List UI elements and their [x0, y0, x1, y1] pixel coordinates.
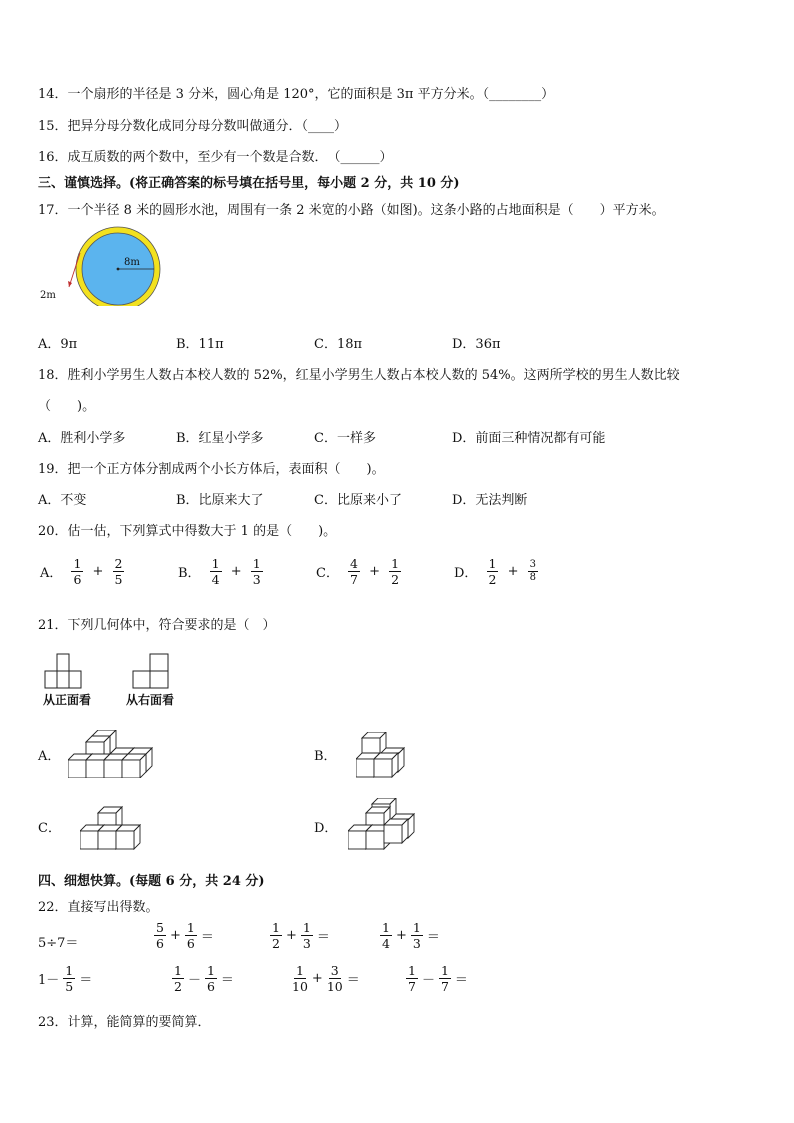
question-21: 21．下列几何体中，符合要求的是（ ） [38, 618, 276, 633]
denominator: 2 [391, 572, 400, 587]
q21-option-c-figure [80, 804, 146, 850]
denominator: 4 [211, 572, 220, 587]
denominator: 6 [156, 936, 164, 951]
numerator: 1 [174, 963, 182, 978]
option-label: B． [178, 566, 201, 581]
denominator: 8 [529, 572, 536, 583]
numerator: 1 [206, 963, 215, 978]
calc-item-2 [152, 920, 216, 951]
q21-option-a-figure [68, 730, 158, 778]
operator: + [285, 928, 297, 943]
denominator: 7 [408, 979, 416, 994]
option-label: A． [40, 566, 63, 581]
equals: ＝ [426, 930, 440, 945]
q20-option-a [38, 556, 126, 587]
question-16: 16．成互质数的两个数中，至少有一个数是合数． （______） [38, 150, 393, 165]
numerator: 1 [65, 963, 74, 978]
numerator: 1 [252, 556, 261, 571]
numerator: 1 [412, 920, 421, 935]
q18-option-b: B．红星小学多 [176, 431, 264, 446]
operator: + [507, 564, 519, 579]
numerator: 1 [186, 920, 195, 935]
numerator: 1 [391, 556, 400, 571]
question-18-line-2: （ )。 [38, 399, 96, 414]
section-3-heading: 三、谨慎选择。(将正确答案的标号填在括号里，每小题 2 分，共 10 分) [38, 176, 460, 191]
right-view-figure [132, 653, 170, 689]
calc-item-3 [268, 920, 332, 951]
denominator: 7 [440, 979, 449, 994]
denominator: 2 [174, 979, 182, 994]
denominator: 10 [292, 979, 308, 994]
denominator: 6 [206, 979, 215, 994]
q17-option-d: D．36π [452, 337, 501, 352]
equals: ＝ [346, 973, 360, 988]
front-view-caption: 从正面看 [43, 693, 92, 707]
q17-option-c: C．18π [314, 337, 363, 352]
operator: － [421, 973, 435, 988]
operator: + [230, 564, 242, 579]
q18-option-c: C．一样多 [314, 431, 376, 446]
question-15: 15．把异分母分数化成同分母分数叫做通分．（____） [38, 119, 348, 134]
calc-item-4 [378, 920, 442, 951]
numerator: 1 [382, 920, 390, 935]
denominator: 3 [412, 936, 421, 951]
denominator: 4 [382, 936, 390, 951]
option-label: D． [454, 566, 478, 581]
q21-option-d-figure [348, 798, 418, 850]
width-arrow-head [68, 281, 72, 287]
numerator: 3 [330, 963, 339, 978]
q20-option-c [314, 556, 403, 587]
denominator: 6 [73, 572, 82, 587]
q18-option-a: A．胜利小学多 [38, 431, 126, 446]
q20-option-b [176, 556, 265, 587]
q20-option-d [452, 556, 540, 587]
calc-item-8 [404, 963, 470, 994]
numerator: 1 [295, 963, 304, 978]
equals: ＝ [200, 930, 214, 945]
numerator: 1 [488, 556, 497, 571]
front-view-figure [44, 653, 82, 689]
denominator: 5 [114, 572, 123, 587]
numerator: 5 [156, 920, 164, 935]
operator: + [92, 564, 104, 579]
q17-option-a: A．9π [38, 337, 78, 352]
operator: + [369, 564, 380, 579]
q21-option-d-label: D． [314, 821, 338, 836]
q21-option-b-label: B． [314, 749, 337, 764]
equals: ＝ [79, 973, 93, 988]
center-point [117, 268, 120, 271]
question-19: 19．把一个正方体分割成两个小长方体后，表面积（ )。 [38, 462, 385, 477]
q19-option-a: A．不变 [38, 493, 87, 508]
right-view-caption: 从右面看 [126, 693, 175, 707]
numerator: 4 [350, 556, 358, 571]
denominator: 3 [302, 936, 311, 951]
calc-item-5 [36, 963, 94, 994]
calc-item-6 [170, 963, 236, 994]
operator: + [169, 928, 181, 943]
operator: + [395, 928, 407, 943]
numerator: 3 [529, 559, 536, 570]
q19-option-c: C．比原来小了 [314, 493, 402, 508]
denominator: 10 [326, 979, 343, 994]
equals: ＝ [316, 930, 330, 945]
equals: ＝ [220, 973, 234, 988]
radius-label: 8m [124, 257, 140, 268]
lead-term: 1－ [38, 973, 60, 988]
q19-option-d: D．无法判断 [452, 493, 528, 508]
q21-option-b-figure [356, 732, 406, 778]
q21-option-c-label: C． [38, 821, 61, 836]
numerator: 1 [272, 920, 280, 935]
numerator: 1 [440, 963, 449, 978]
numerator: 1 [211, 556, 220, 571]
operator: + [311, 971, 323, 986]
denominator: 2 [488, 572, 497, 587]
equals: ＝ [454, 973, 468, 988]
numerator: 1 [408, 963, 416, 978]
q19-option-b: B．比原来大了 [176, 493, 264, 508]
question-22: 22．直接写出得数。 [38, 900, 159, 915]
denominator: 5 [65, 979, 74, 994]
denominator: 3 [252, 572, 261, 587]
calc-item-1: 5÷7＝ [38, 936, 79, 951]
pool-diagram [36, 226, 166, 306]
q18-option-d: D．前面三种情况都有可能 [452, 431, 606, 446]
question-14: 14．一个扇形的半径是 3 分米，圆心角是 120°，它的面积是 3π 平方分米。（________） [38, 87, 555, 102]
numerator: 2 [114, 556, 123, 571]
q21-option-a-label: A． [38, 749, 61, 764]
numerator: 1 [302, 920, 311, 935]
q17-option-b: B．11π [176, 337, 224, 352]
question-18-line-1: 18．胜利小学男生人数占本校人数的 52%，红星小学男生人数占本校人数的 54%。这两所学校的男生人数比较 [38, 368, 680, 383]
numerator: 1 [73, 556, 82, 571]
section-4-heading: 四、细想快算。(每题 6 分，共 24 分) [38, 874, 265, 889]
option-label: C． [316, 566, 339, 581]
width-label: 2m [40, 290, 56, 301]
question-20: 20．估一估，下列算式中得数大于 1 的是（ )。 [38, 524, 337, 539]
denominator: 6 [186, 936, 195, 951]
question-17: 17．一个半径 8 米的圆形水池，周围有一条 2 米宽的小路（如图)。这条小路的占地面积是（ ）平方米。 [38, 203, 665, 218]
question-23: 23．计算，能简算的要简算． [38, 1015, 211, 1030]
operator: － [187, 973, 201, 988]
denominator: 2 [272, 936, 280, 951]
denominator: 7 [350, 572, 358, 587]
calc-item-7 [290, 963, 362, 994]
